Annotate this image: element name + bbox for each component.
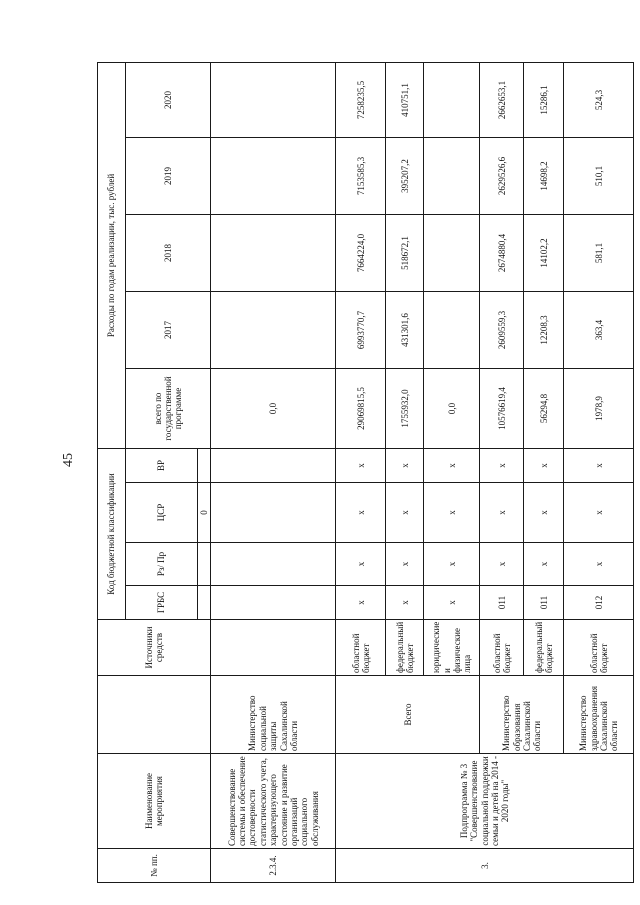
csr-cell: x: [524, 483, 564, 543]
header-total: всего по государственной программе: [126, 368, 211, 448]
measure-name: Совершенствование системы и обеспечение достоверности статистического учета, характеризующего состояние и развитие организаций социального обслуживания: [211, 754, 336, 849]
header-sources: Источники средств: [98, 620, 211, 676]
value-2020: 15286,1: [524, 62, 564, 137]
value-2018: 2674880,4: [480, 214, 524, 291]
source: областной бюджет: [564, 620, 634, 676]
source: федеральный бюджет: [524, 620, 564, 676]
value-2017: 12208,3: [524, 291, 564, 368]
header-csr-zero: 0: [198, 483, 211, 543]
value-2019: 2629526,6: [480, 137, 524, 214]
header-rzpr: Рз/ Пр: [126, 543, 198, 586]
csr-cell: x: [480, 483, 524, 543]
subprogram-name: Подпрограмма № 3 "Совершенствование социальной поддержки семьи и детей на 2014 - 2020 годы": [336, 754, 634, 849]
value-2019: 7153585,3: [336, 137, 386, 214]
value-2020: [424, 62, 480, 137]
value-2019: 14698,2: [524, 137, 564, 214]
value-2020: 524,3: [564, 62, 634, 137]
header-grbs: ГРБС: [126, 586, 198, 620]
value-2019: 395207,2: [386, 137, 424, 214]
header-exp-group: Расходы по годам реализации, тыс. рублей: [98, 62, 126, 448]
vr-cell: x: [336, 448, 386, 482]
total-value: 10576619,4: [480, 368, 524, 448]
vr-cell: x: [524, 448, 564, 482]
total-value: 0,0: [424, 368, 480, 448]
rzpr-cell: x: [386, 543, 424, 586]
header-num: № пп.: [98, 849, 211, 883]
header-2017: 2017: [126, 291, 211, 368]
table-row: [336, 62, 386, 882]
rzpr-cell: x: [336, 543, 386, 586]
executor: Министерство здравоохранения Сахалинской области: [564, 676, 634, 754]
total-value: 1755932,0: [386, 368, 424, 448]
value-2017: 6993770,7: [336, 291, 386, 368]
vr-cell: x: [424, 448, 480, 482]
header-name: Наименование мероприятия: [98, 754, 211, 849]
header-vr: ВР: [126, 448, 198, 482]
csr-cell: x: [424, 483, 480, 543]
grbs-cell: 011: [480, 586, 524, 620]
value-2017: [424, 291, 480, 368]
source: областной бюджет: [336, 620, 386, 676]
header-bk-group: Код бюджетной классификации: [98, 448, 126, 619]
value-2019: 510,1: [564, 137, 634, 214]
header-2019: 2019: [126, 137, 211, 214]
rzpr-cell: x: [524, 543, 564, 586]
header-2018: 2018: [126, 214, 211, 291]
grbs-cell: x: [386, 586, 424, 620]
rzpr-cell: x: [424, 543, 480, 586]
value-2019: [424, 137, 480, 214]
value-2017: 431301,6: [386, 291, 424, 368]
header-executor: [98, 676, 211, 754]
rotated-page: [97, 63, 632, 883]
value-2017: 2609559,3: [480, 291, 524, 368]
rzpr-cell: x: [564, 543, 634, 586]
value-2018: 14102,2: [524, 214, 564, 291]
vr-cell: x: [386, 448, 424, 482]
table-row: [211, 62, 336, 882]
vr-cell: x: [480, 448, 524, 482]
total-value: 29069815,5: [336, 368, 386, 448]
grbs-cell: 012: [564, 586, 634, 620]
csr-cell: x: [564, 483, 634, 543]
header-2020: 2020: [126, 62, 211, 137]
executor: Министерство социальной защиты Сахалинской области: [211, 676, 336, 754]
grbs-cell: 011: [524, 586, 564, 620]
value-2018: 518672,1: [386, 214, 424, 291]
csr-cell: x: [386, 483, 424, 543]
row-number: 2.3.4.: [211, 849, 336, 883]
total-value: 0,0: [211, 368, 336, 448]
source: областной бюджет: [480, 620, 524, 676]
grbs-cell: x: [336, 586, 386, 620]
source: федеральный бюджет: [386, 620, 424, 676]
value-2020: 410751,1: [386, 62, 424, 137]
value-2017: 363,4: [564, 291, 634, 368]
value-2018: 7664224,0: [336, 214, 386, 291]
row-number: 3.: [336, 849, 634, 883]
value-2018: 581,1: [564, 214, 634, 291]
budget-table: [97, 62, 634, 883]
source: юридические и физические лица: [424, 620, 480, 676]
grbs-cell: x: [424, 586, 480, 620]
total-value: 56294,8: [524, 368, 564, 448]
csr-cell: x: [336, 483, 386, 543]
vr-cell: x: [564, 448, 634, 482]
value-2020: 7258235,5: [336, 62, 386, 137]
executor-total: Всего: [336, 676, 480, 754]
value-2018: [424, 214, 480, 291]
page-number: 45: [61, 453, 76, 467]
header-csr: ЦСР: [126, 483, 198, 543]
value-2020: 2662653,1: [480, 62, 524, 137]
total-value: 1978,9: [564, 368, 634, 448]
executor: Министерство образования Сахалинской области: [480, 676, 564, 754]
rzpr-cell: x: [480, 543, 524, 586]
